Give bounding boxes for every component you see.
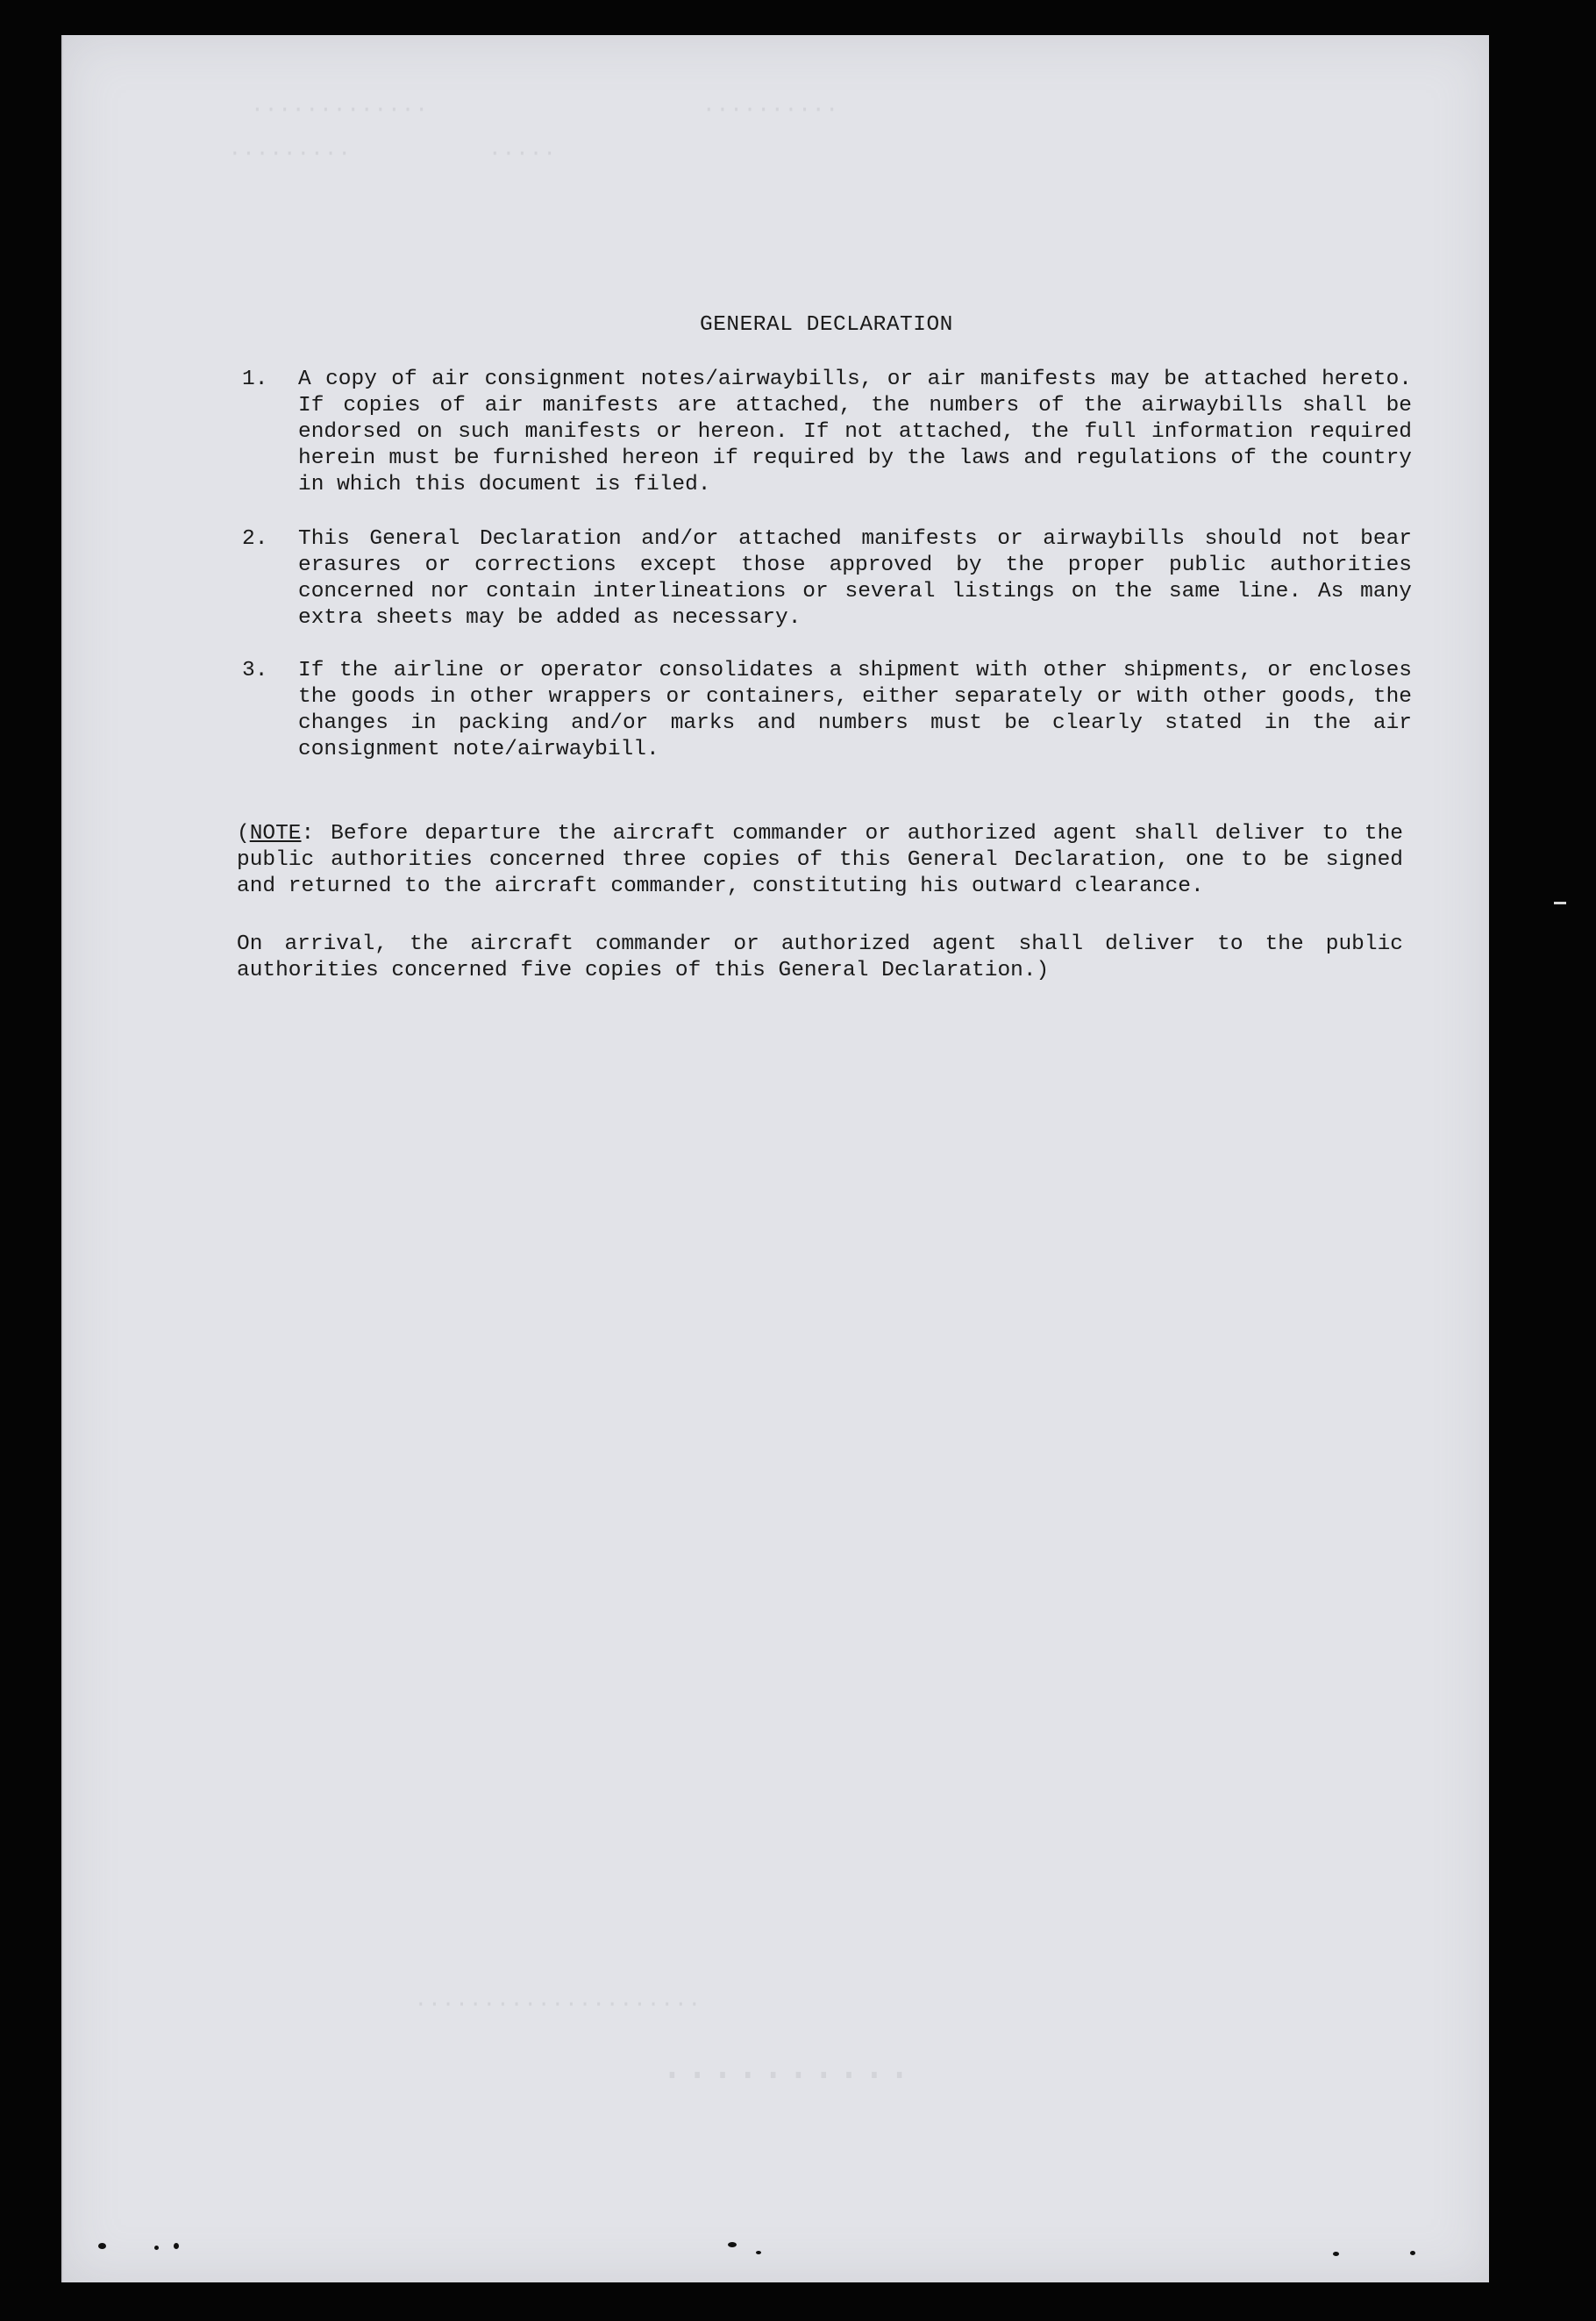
scan-speck [1410,2251,1415,2255]
scan-edge-mark [1554,902,1566,904]
item-text: If the airline or operator consolidates a shipment with other shipments, or encloses the goods in other wrappers or containers, either separately or with other goods, the changes in packing and/or marks and numbers must be clearly stated in the air consignment note/airwaybill. [298,659,1412,761]
page-title: GENERAL DECLARATION [700,313,953,337]
bleed-through-text: ·········· [659,2053,913,2100]
scan-speck [154,2246,159,2250]
item-number: 1. [242,368,268,391]
item-number: 2. [242,527,268,551]
note-paragraph [237,821,1403,900]
note-text: : Before departure the aircraft commander or authorized agent shall deliver to the public authorities concerned three copies of this General Declaration, one to be signed and returned to the aircraft commander, constituting his outward clearance. [237,822,1403,898]
item-text: A copy of air consignment notes/airwaybills, or air manifests may be attached hereto. If copies of air manifests are attached, the numbers of the airwaybills shall be endorsed on such manifests or hereon. If not attached, the full information required herein must be furnished hereon if required by the laws and regulations of the country in which this document is filed. [298,368,1412,496]
scan-speck [1333,2252,1339,2256]
bleed-through-text: ····················· [414,1991,702,2017]
arrival-paragraph: On arrival, the aircraft commander or authorized agent shall deliver to the public authorities concerned five copies of this General Declaration.) [237,932,1403,982]
item-number: 3. [242,659,268,682]
scan-speck [174,2243,179,2249]
note-open-paren: ( [237,822,250,846]
note-label: NOTE [249,822,302,846]
scan-speck [728,2242,737,2247]
scan-speck [756,2251,761,2254]
bleed-through-text: ········· ····· [160,140,557,167]
bleed-through-text: ············· ·········· [168,96,839,123]
item-text: This General Declaration and/or attached manifests or airwaybills should not bear erasures or corrections except those approved by the proper public authorities concerned nor contain interlineations or several listings on the same line. As many extra sheets may be added as necessary. [298,527,1412,630]
scan-speck [98,2243,106,2249]
document-page [61,35,1489,2282]
